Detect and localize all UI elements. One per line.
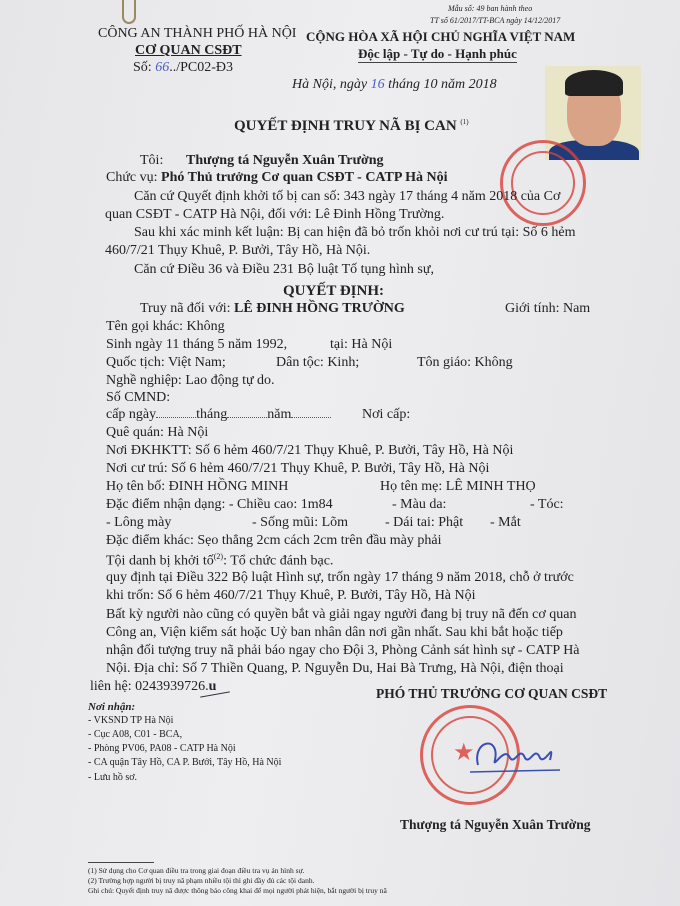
charge-label: Tội danh bị khởi tố (106, 553, 214, 569)
id-issue-date (106, 407, 331, 423)
other-features: Đặc điểm khác: Sẹo thẳng 2cm cách 2cm trên đầu mày phải (106, 533, 442, 548)
body-line: quan CSĐT - CATP Hà Nội, đối với: Lê Đinh Hồng Trường. (105, 207, 445, 222)
mother-name: Họ tên mẹ: LÊ MINH THỌ (380, 479, 536, 494)
form-note-1: Mẫu số: 49 ban hành theo (448, 4, 533, 13)
skin-color: - Màu da: (392, 497, 447, 512)
footnote: Ghi chú: Quyết định truy nã được thông báo công khai để mọi người phát hiện, bắt người bị truy nã (88, 886, 387, 895)
identification-height: Đặc điểm nhận dạng: - Chiều cao: 1m84 (106, 497, 333, 512)
photo-seal-stamp (500, 140, 586, 226)
document-title (234, 116, 469, 134)
father-name: Họ tên bố: ĐINH HỒNG MINH (106, 479, 289, 494)
number-prefix: Số: (133, 60, 156, 75)
hometown: Quê quán: Hà Nội (106, 425, 209, 440)
religion: Tôn giáo: Không (417, 355, 513, 370)
tail-line: quy định tại Điều 322 Bộ luật Hình sự, trốn ngày 17 tháng 9 năm 2018, chỗ ở trước (106, 570, 574, 585)
decision-heading: QUYẾT ĐỊNH: (283, 283, 384, 299)
earlobes: - Dái tai: Phật (385, 515, 464, 530)
wanted-name: LÊ ĐINH HỒNG TRƯỜNG (234, 301, 405, 316)
signer-name: Thượng tá Nguyễn Xuân Trường (400, 817, 591, 832)
issue-month-label: tháng (196, 407, 228, 422)
title-text: QUYẾT ĐỊNH TRUY NÃ BỊ CAN (234, 118, 457, 134)
tail-line: Bất kỳ người nào cũng có quyền bắt và giải ngay người đang bị truy nã đến cơ quan (106, 607, 577, 622)
eyebrows: - Lông mày (106, 515, 172, 530)
birth-date: Sinh ngày 11 tháng 5 năm 1992, (106, 337, 288, 352)
charge-value: : Tổ chức đánh bạc. (223, 553, 334, 569)
residence: Nơi cư trú: Số 6 hẻm 460/7/21 Thụy Khuê, P. Bưởi, Tây Hồ, Hà Nội (106, 461, 490, 476)
tail-line: nhận đối tượng truy nã phải báo ngay cho Đội 3, Phòng Cảnh sát hình sự - CATP Hà (106, 643, 580, 658)
number-suffix: ../PC02-Đ3 (169, 60, 233, 75)
signature (470, 730, 580, 780)
form-note-2: TT số 61/2017/TT-BCA ngày 14/12/2017 (430, 16, 561, 25)
footnote: (2) Trường hợp người bị truy nã phạm nhiều tội thì ghi đầy đủ các tội danh. (88, 876, 315, 885)
eyes: - Mắt (490, 515, 521, 530)
signer-title: PHÓ THỦ TRƯỞNG CƠ QUAN CSĐT (376, 686, 608, 701)
issue-year-label: năm (267, 407, 292, 422)
issue-day-label: cấp ngày (106, 407, 157, 422)
date-suffix: tháng 10 năm 2018 (384, 77, 497, 92)
birth-place: tại: Hà Nội (330, 337, 393, 352)
footnote-divider (88, 862, 154, 863)
nose: - Sống mũi: Lõm (252, 515, 349, 530)
charge (106, 551, 333, 570)
body-line: Sau khi xác minh kết luận: Bị can hiện đã bỏ trốn khỏi nơi cư trú tại: Số 6 hẻm (134, 225, 576, 240)
id-issue-place: Nơi cấp: (362, 407, 411, 422)
title-footnote-mark: (1) (460, 118, 469, 126)
body-line: Căn cứ Điều 36 và Điều 231 Bộ luật Tố tụng hình sự, (134, 262, 434, 277)
wanted-person (140, 301, 405, 317)
hair: - Tóc: (530, 497, 564, 512)
body-line: 460/7/21 Thụy Khuê, P. Bưởi, Tây Hồ, Hà Nội. (105, 243, 371, 258)
tail-line: Nội. Địa chỉ: Số 7 Thiền Quang, P. Nguyễn Du, Hai Bà Trưng, Hà Nội, điện thoại (106, 661, 564, 676)
issuer-position (106, 170, 448, 186)
footnote: (1) Sử dụng cho Cơ quan điều tra trong giai đoạn điều tra vụ án hình sự. (88, 866, 305, 875)
star-icon: ★ (453, 740, 475, 766)
date-prefix: Hà Nội, ngày (292, 77, 371, 92)
recipient-item: - Cục A08, C01 - BCA, (88, 729, 183, 740)
nation-header: CỘNG HÒA XÃ HỘI CHỦ NGHĨA VIỆT NAM (306, 29, 576, 44)
position-label: Chức vụ: (106, 170, 162, 185)
position-value: Phó Thủ trưởng Cơ quan CSĐT - CATP Hà Nội (161, 170, 448, 185)
handwritten-mark: u (208, 679, 217, 694)
ethnicity: Dân tộc: Kinh; (276, 355, 360, 370)
tail-line: Công an, Viện kiểm sát hoặc Uỷ ban nhân dân nơi gần nhất. Sau khi bắt hoặc tiếp (106, 625, 563, 640)
recipient-item: - CA quận Tây Hồ, CA P. Bưởi, Tây Hồ, Hà Nội (88, 757, 282, 768)
id-number: Số CMND: (106, 390, 171, 405)
charge-footnote-mark: (2) (213, 552, 224, 561)
gender: Giới tính: Nam (505, 301, 591, 316)
occupation: Nghề nghiệp: Lao động tự do. (106, 373, 275, 388)
motto: Độc lập - Tự do - Hạnh phúc (358, 46, 517, 61)
office: CƠ QUAN CSĐT (135, 43, 242, 58)
recipients-label: Nơi nhận: (88, 701, 136, 713)
recipient-item: - Lưu hồ sơ. (88, 772, 138, 783)
contact-text: liên hệ: 0243939726. (90, 679, 209, 694)
date-day-handwritten: 16 (370, 77, 385, 92)
nationality: Quốc tịch: Việt Nam; (106, 355, 226, 370)
document-number (133, 60, 233, 76)
alias: Tên gọi khác: Không (106, 319, 225, 334)
registered-address: Nơi ĐKHKTT: Số 6 hẻm 460/7/21 Thụy Khuê, P. Bưởi, Tây Hồ, Hà Nội (106, 443, 514, 458)
number-handwritten: 66 (155, 60, 170, 75)
body-line: Căn cứ Quyết định khởi tố bị can số: 343 ngày 17 tháng 4 năm 2018 của Cơ (134, 189, 561, 204)
paper-clip (122, 0, 136, 24)
issuer-name: Thượng tá Nguyễn Xuân Trường (186, 153, 384, 168)
recipient-item: - VKSND TP Hà Nội (88, 715, 174, 726)
date-line (292, 77, 497, 93)
contact-line (90, 679, 216, 695)
wanted-label: Truy nã đối với: (140, 301, 235, 316)
issuer-label: Tôi: (140, 153, 164, 168)
tail-line: khi trốn: Số 6 hẻm 460/7/21 Thụy Khuê, P. Bưởi, Tây Hồ, Hà Nội (106, 588, 476, 603)
recipient-item: - Phòng PV06, PA08 - CATP Hà Nội (88, 743, 236, 754)
agency: CÔNG AN THÀNH PHỐ HÀ NỘI (98, 26, 297, 41)
